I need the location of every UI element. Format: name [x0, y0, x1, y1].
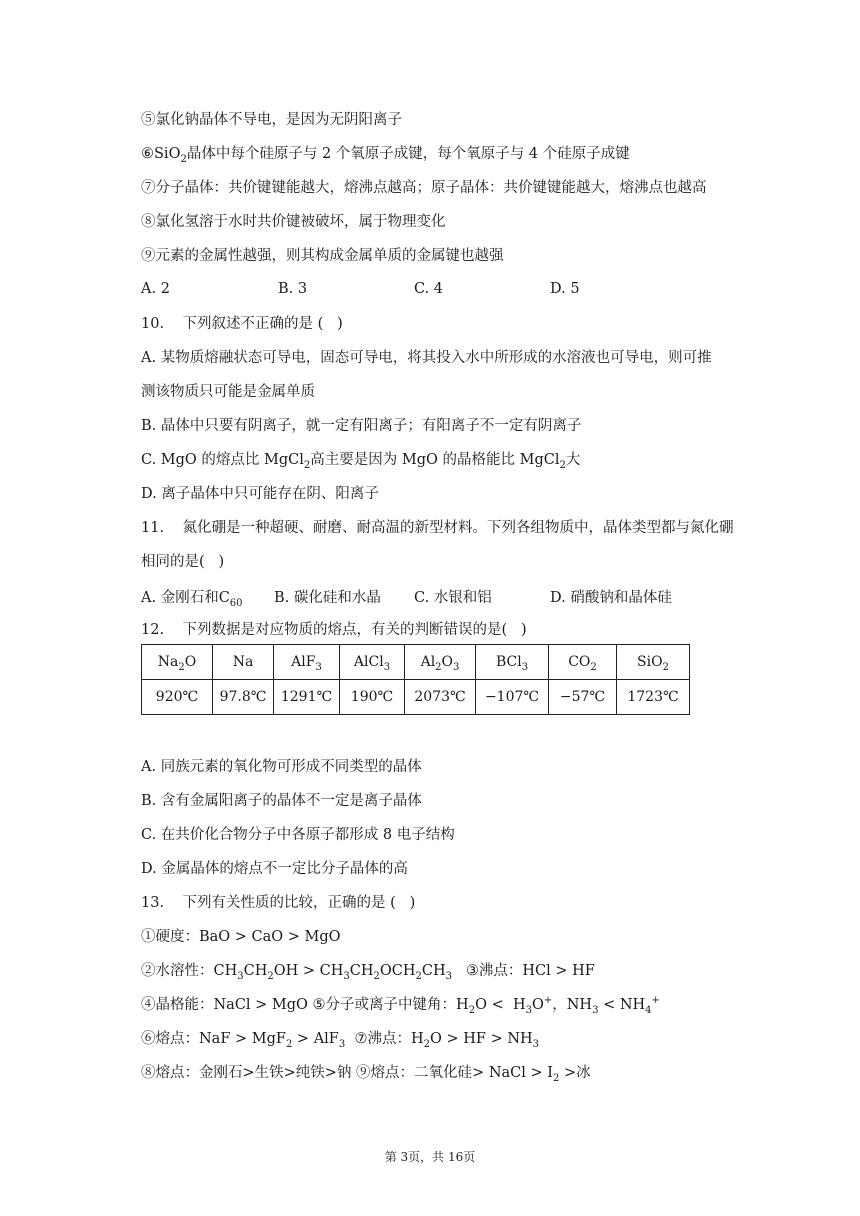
table-header-cell: $Na_2O$ [142, 645, 213, 680]
q11-option-a[interactable]: A. 金刚石和$C_{60}$ [141, 590, 243, 609]
q9-option-a[interactable]: A. 2 [141, 281, 170, 297]
q13-item-8-9: ⑧熔点：金刚石>生铁>纯铁>钠 ⑨熔点：二氧化硅> NaCl > $I_2$ >冰 [141, 1065, 591, 1084]
q9-option-d[interactable]: D. 5 [550, 281, 580, 297]
table-header-row [142, 645, 690, 680]
table-cell: 1291℃ [274, 680, 340, 715]
table-header-cell: AlCl$_3$ [340, 645, 405, 680]
q11-stem-line2: 相同的是( ) [141, 554, 225, 570]
q12-option-d[interactable]: D. 金属晶体的熔点不一定比分子晶体的高 [141, 861, 408, 877]
table-cell: 1723℃ [617, 680, 690, 715]
q12-option-b[interactable]: B. 含有金属阳离子的晶体不一定是离子晶体 [141, 793, 422, 809]
q10-option-a-line2: 测该物质只可能是金属单质 [141, 384, 315, 400]
table-cell: 97.8℃ [213, 680, 274, 715]
q13-item-2-3: ②水溶性：$CH_3CH_2OH > CH_3CH_2OCH_2CH_3$ ③沸点：HCl > HF [141, 963, 595, 982]
table-header-cell: BCl$_3$ [476, 645, 549, 680]
q10-option-c[interactable]: C. MgO 的熔点比 MgCl$_2$高主要是因为 MgO 的晶格能比 MgCl$_2$大 [141, 452, 581, 471]
page-footer: 第 3页，共 16页 [384, 1150, 476, 1164]
q10-option-d[interactable]: D. 离子晶体中只可能存在阴、阳离子 [141, 486, 379, 502]
q12-option-a[interactable]: A. 同族元素的氧化物可形成不同类型的晶体 [141, 759, 422, 775]
statement-9: ⑨元素的金属性越强，则其构成金属单质的金属键也越强 [141, 248, 504, 264]
table-header-cell: SiO$_2$ [617, 645, 690, 680]
q9-options [141, 281, 741, 301]
q12-option-c[interactable]: C. 在共价化合物分子中各原子都形成 8 电子结构 [141, 827, 455, 843]
q10-stem: 10. 下列叙述不正确的是 ( ) [141, 316, 343, 332]
table-cell: −57℃ [549, 680, 617, 715]
statement-6: ⑥SiO$_2$晶体中每个硅原子与 2 个氧原子成键，每个氧原子与 4 个硅原子成键 [141, 146, 630, 165]
q13-stem: 13. 下列有关性质的比较，正确的是 ( ) [141, 895, 416, 911]
table-cell: 920℃ [142, 680, 213, 715]
table-cell: 2073℃ [405, 680, 476, 715]
table-header-cell: $CO_2$ [549, 645, 617, 680]
q11-stem-line1: 11. 氮化硼是一种超硬、耐磨、耐高温的新型材料。下列各组物质中，晶体类型都与氮化硼 [141, 520, 734, 536]
q12-stem: 12. 下列数据是对应物质的熔点，有关的判断错误的是( ) [141, 622, 527, 638]
table-header-cell: AlF$_3$ [274, 645, 340, 680]
q13-item-4-5: ④晶格能：NaCl > MgO ⑤分子或离子中键角：$H_2O < H_3O^+$，$NH_3 < NH_4^+$ [141, 995, 660, 1016]
q11-option-c[interactable]: C. 水银和铝 [414, 590, 492, 606]
statement-8: ⑧氯化氢溶于水时共价键被破坏，属于物理变化 [141, 214, 446, 230]
table-cell: 190℃ [340, 680, 405, 715]
q11-option-d[interactable]: D. 硝酸钠和晶体硅 [550, 590, 672, 606]
table-cell: −107℃ [476, 680, 549, 715]
q13-item-6-7: ⑥熔点：NaF > MgF$_2$ > AlF$_3$ ⑦沸点：$H_2O$ > HF > $NH_3$ [141, 1031, 540, 1050]
q9-option-c[interactable]: C. 4 [414, 281, 444, 297]
q11-option-b[interactable]: B. 碳化硅和水晶 [274, 590, 381, 606]
table-row [142, 680, 690, 715]
q10-option-a-line1[interactable]: A. 某物质熔融状态可导电，固态可导电，将其投入水中所形成的水溶液也可导电，则可推 [141, 350, 712, 366]
table-header-cell: Na [213, 645, 274, 680]
q9-option-b[interactable]: B. 3 [278, 281, 308, 297]
statement-5: ⑤氯化钠晶体不导电，是因为无阴阳离子 [141, 112, 402, 128]
table-header-cell: $Al_2O_3$ [405, 645, 476, 680]
statement-7: ⑦分子晶体：共价键键能越大，熔沸点越高；原子晶体：共价键键能越大，熔沸点也越高 [141, 180, 707, 196]
melting-point-table [141, 644, 690, 715]
q13-item-1: ①硬度：BaO > CaO > MgO [141, 929, 341, 945]
q11-options [141, 586, 741, 609]
q10-option-b[interactable]: B. 晶体中只要有阴离子，就一定有阳离子；有阳离子不一定有阴离子 [141, 418, 582, 434]
